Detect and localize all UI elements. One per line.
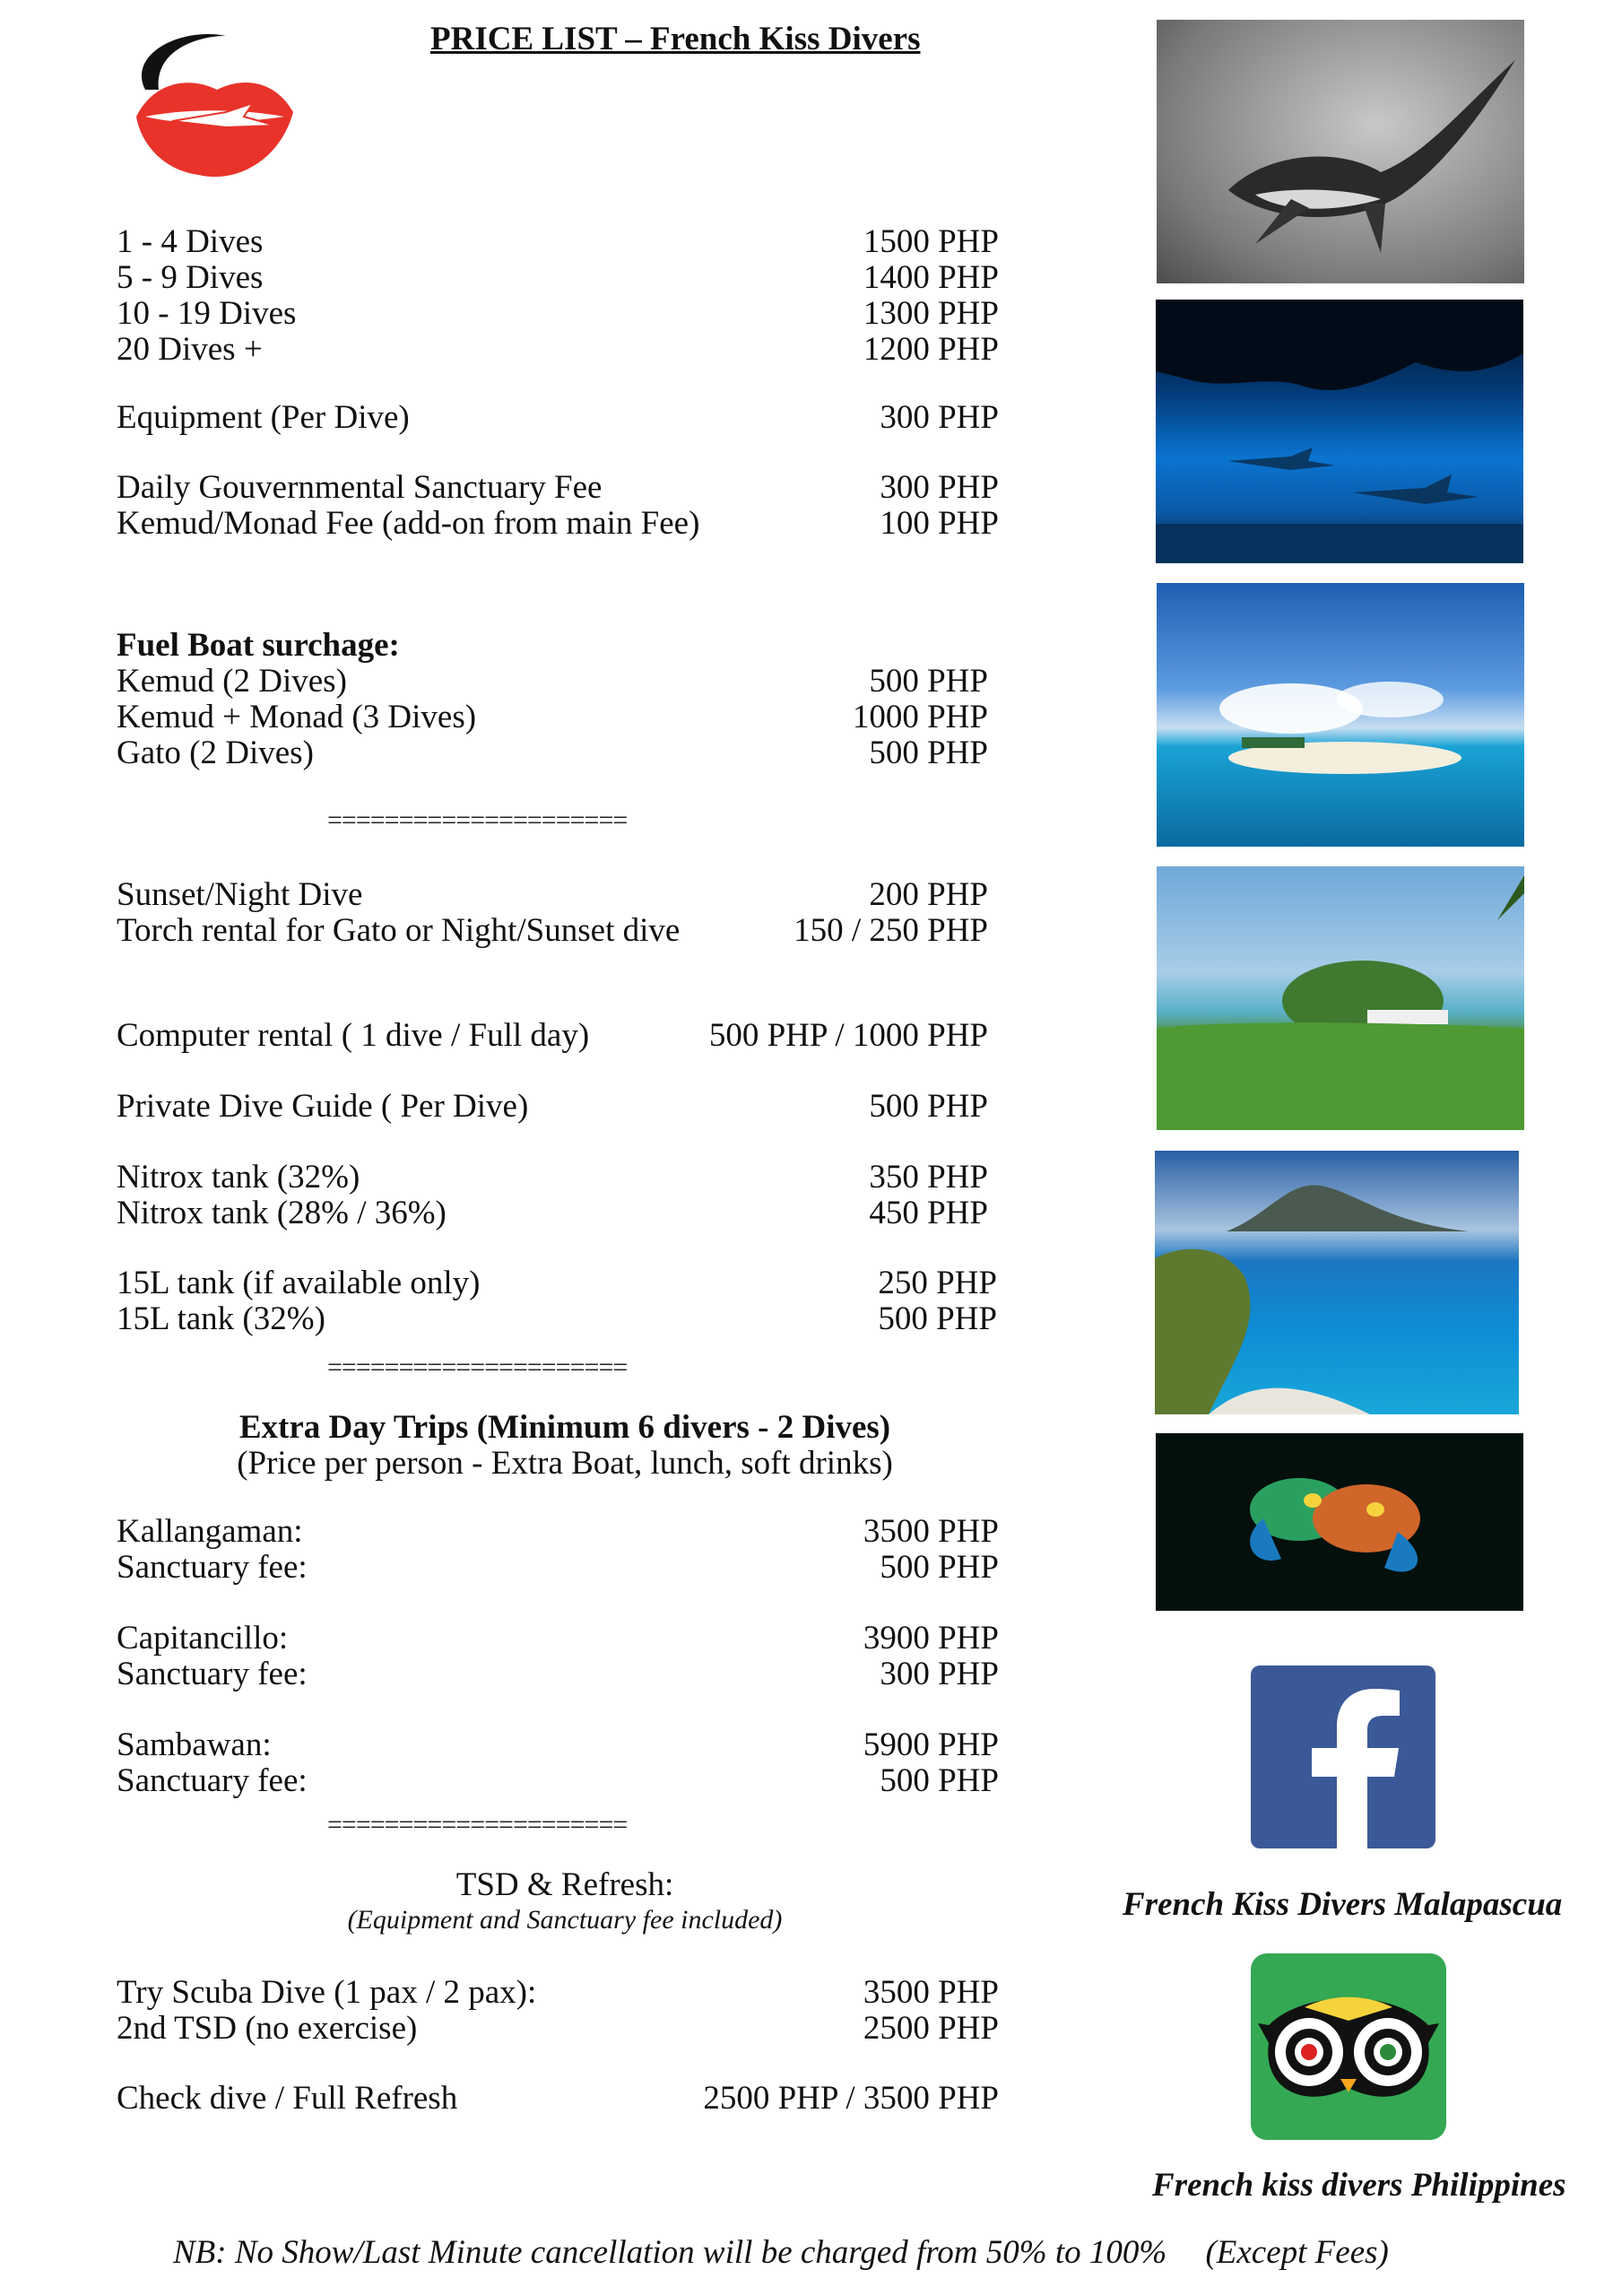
nitrox-32-price: 350 PHP bbox=[869, 1159, 988, 1196]
page-title: PRICE LIST – French Kiss Divers bbox=[430, 21, 921, 57]
nitrox-28-36-label: Nitrox tank (28% / 36%) bbox=[117, 1195, 447, 1231]
facebook-logo[interactable] bbox=[1251, 1665, 1435, 1848]
equipment-price: 300 PHP bbox=[880, 399, 999, 436]
dives-5-9-label: 5 - 9 Dives bbox=[117, 259, 264, 296]
check-dive-label: Check dive / Full Refresh bbox=[117, 2080, 458, 2117]
night-dive-price: 200 PHP bbox=[869, 876, 988, 913]
kemud-fee-price: 100 PHP bbox=[880, 505, 999, 542]
fuel-kemud-price: 500 PHP bbox=[869, 663, 988, 700]
tripadvisor-page-label[interactable]: French kiss divers Philippines bbox=[1152, 2167, 1566, 2204]
fuel-kemud-monad-label: Kemud + Monad (3 Dives) bbox=[117, 699, 477, 735]
dives-5-9-price: 1400 PHP bbox=[863, 259, 999, 296]
facebook-page-label[interactable]: French Kiss Divers Malapascua bbox=[1123, 1886, 1563, 1923]
dives-20-price: 1200 PHP bbox=[863, 331, 999, 368]
tropical-island-photo bbox=[1157, 866, 1524, 1130]
tsd-heading: TSD & Refresh: bbox=[455, 1866, 674, 1903]
computer-rental-label: Computer rental ( 1 dive / Full day) bbox=[117, 1017, 590, 1054]
check-dive-price: 2500 PHP / 3500 PHP bbox=[703, 2080, 999, 2117]
cancellation-note bbox=[173, 2233, 1389, 2272]
tripadvisor-owl-icon bbox=[1251, 1953, 1446, 2140]
separator: ===================== bbox=[327, 1352, 628, 1382]
torch-rental-label: Torch rental for Gato or Night/Sunset dive bbox=[117, 912, 681, 949]
tripadvisor-logo[interactable] bbox=[1251, 1953, 1446, 2140]
fuel-gato-price: 500 PHP bbox=[869, 735, 988, 771]
dive-guide-label: Private Dive Guide ( Per Dive) bbox=[117, 1088, 529, 1125]
sanctuary-fee-price: 300 PHP bbox=[880, 469, 999, 506]
except-fees-text: (Except Fees) bbox=[1205, 2234, 1389, 2271]
tsd2-label: 2nd TSD (no exercise) bbox=[117, 2010, 418, 2047]
mandarin-fish-photo bbox=[1156, 1433, 1523, 1611]
dives-1-4-price: 1500 PHP bbox=[863, 223, 999, 260]
dive-guide-price: 500 PHP bbox=[869, 1088, 988, 1125]
torch-rental-price: 150 / 250 PHP bbox=[793, 912, 988, 949]
tank-15l-label: 15L tank (if available only) bbox=[117, 1265, 481, 1301]
coastal-view-photo bbox=[1155, 1151, 1519, 1414]
tank-15l-32-price: 500 PHP bbox=[878, 1300, 997, 1337]
extra-trips-subheading: (Price per person - Extra Boat, lunch, soft drinks) bbox=[237, 1445, 893, 1482]
separator: ===================== bbox=[327, 1810, 628, 1839]
sanctuary-fee-label: Daily Gouvernmental Sanctuary Fee bbox=[117, 469, 603, 506]
computer-rental-price: 500 PHP / 1000 PHP bbox=[708, 1017, 988, 1054]
capitancillo-fee-label: Sanctuary fee: bbox=[117, 1656, 308, 1692]
dives-10-19-price: 1300 PHP bbox=[863, 295, 999, 332]
kallangaman-label: Kallangaman: bbox=[117, 1513, 303, 1550]
night-dive-label: Sunset/Night Dive bbox=[117, 876, 363, 913]
tsd-label: Try Scuba Dive (1 pax / 2 pax): bbox=[117, 1974, 537, 2011]
equipment-label: Equipment (Per Dive) bbox=[117, 399, 410, 436]
tank-15l-32-label: 15L tank (32%) bbox=[117, 1300, 325, 1337]
fuel-heading: Fuel Boat surchage: bbox=[117, 627, 400, 664]
cave-sharks-photo bbox=[1156, 300, 1523, 563]
cancellation-text: NB: No Show/Last Minute cancellation will be charged from 50% to 100% bbox=[173, 2234, 1167, 2271]
extra-trips-heading: Extra Day Trips (Minimum 6 divers - 2 Dives) bbox=[238, 1409, 891, 1446]
lips-shark-logo bbox=[118, 27, 298, 188]
dives-1-4-label: 1 - 4 Dives bbox=[117, 223, 264, 260]
tsd-note: (Equipment and Sanctuary fee included) bbox=[347, 1905, 783, 1935]
tank-15l-price: 250 PHP bbox=[878, 1265, 997, 1301]
nitrox-32-label: Nitrox tank (32%) bbox=[117, 1159, 360, 1196]
sambawan-price: 5900 PHP bbox=[863, 1726, 999, 1763]
fuel-gato-label: Gato (2 Dives) bbox=[117, 735, 314, 771]
tsd-price: 3500 PHP bbox=[863, 1974, 999, 2011]
kallangaman-fee-label: Sanctuary fee: bbox=[117, 1549, 308, 1586]
dives-10-19-label: 10 - 19 Dives bbox=[117, 295, 297, 332]
kallangaman-price: 3500 PHP bbox=[863, 1513, 999, 1550]
sambawan-fee: 500 PHP bbox=[880, 1762, 999, 1799]
sambawan-fee-label: Sanctuary fee: bbox=[117, 1762, 308, 1799]
sandbar-island-photo bbox=[1157, 583, 1524, 847]
tsd2-price: 2500 PHP bbox=[863, 2010, 999, 2047]
fuel-kemud-label: Kemud (2 Dives) bbox=[117, 663, 347, 700]
separator: ===================== bbox=[327, 805, 628, 835]
thresher-shark-photo bbox=[1157, 20, 1524, 283]
fuel-kemud-monad-price: 1000 PHP bbox=[852, 699, 988, 735]
dives-20-label: 20 Dives + bbox=[117, 331, 263, 368]
facebook-icon bbox=[1251, 1665, 1435, 1848]
nitrox-28-36-price: 450 PHP bbox=[869, 1195, 988, 1231]
sambawan-label: Sambawan: bbox=[117, 1726, 272, 1763]
capitancillo-fee: 300 PHP bbox=[880, 1656, 999, 1692]
capitancillo-price: 3900 PHP bbox=[863, 1620, 999, 1657]
capitancillo-label: Capitancillo: bbox=[117, 1620, 289, 1657]
kallangaman-fee: 500 PHP bbox=[880, 1549, 999, 1586]
kemud-fee-label: Kemud/Monad Fee (add-on from main Fee) bbox=[117, 505, 700, 542]
